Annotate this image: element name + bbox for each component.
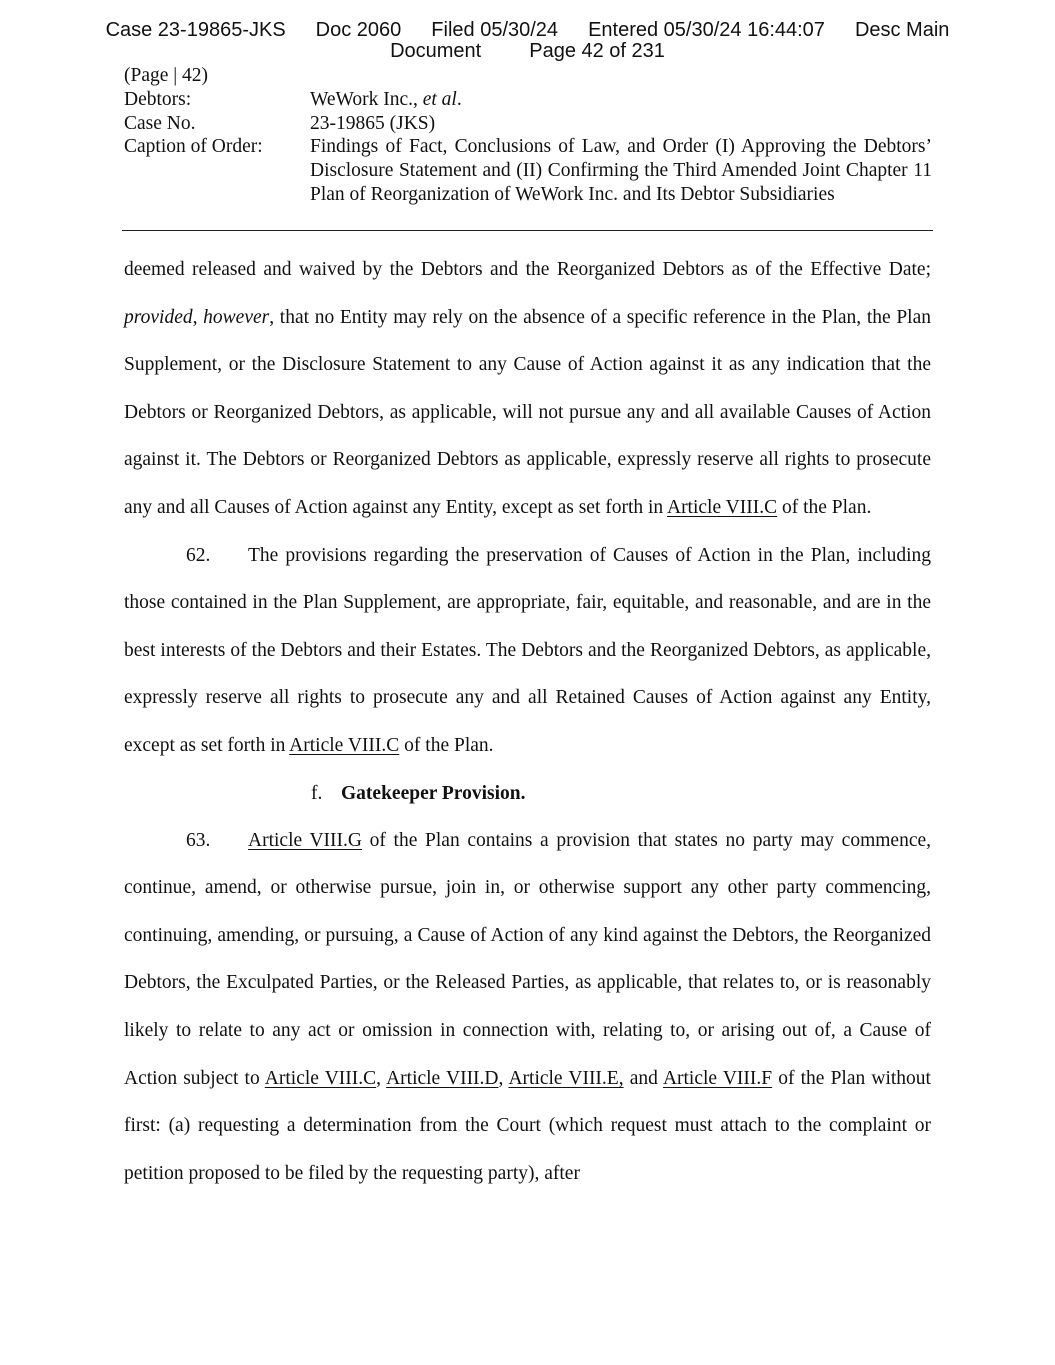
paragraph-number: 63. <box>186 829 211 851</box>
debtors-row <box>124 88 932 112</box>
paragraph-number: 62. <box>186 544 211 566</box>
stamp-document: Document <box>390 40 482 62</box>
stamp-case: Case 23-19865-JKS <box>105 19 286 41</box>
article-reference: Article VIII.C <box>264 1067 377 1089</box>
section-letter: f. <box>311 782 323 804</box>
document-header <box>124 64 932 207</box>
section-heading <box>124 770 931 817</box>
debtors-value: WeWork Inc., et al. <box>310 88 462 110</box>
article-reference: Article VIII.C <box>289 734 400 756</box>
paragraph-continued: deemed released and waived by the Debtors and the Reorganized Debtors as of the Effective Date; provided, however, that no Entity may rely on the absence of a specific reference in the Plan, the Plan Supplement, or the Disclosure Statement to any Cause of Action against it as any indication that the Debtors or Reorganized Debtors, as applicable, will not pursue any and all available Causes of Action against it. The Debtors or Reorganized Debtors as applicable, expressly reserve all rights to prosecute any and all Causes of Action against any Entity, except as set forth in Article VIII.C of the Plan. <box>124 259 932 518</box>
article-reference: Article VIII.E, <box>508 1067 624 1089</box>
italic-however: however <box>203 306 270 328</box>
stamp-line-2 <box>0 41 1055 62</box>
text-run: The provisions regarding the preservation of Causes of Action in the Plan, including those contained in the Plan Supplement, are appropriate, fair, equitable, and reasonable, and are in the best interests of the Debtors and their Estates. The Debtors and the Reorganized Debtors, as applicable, expressly reserve all rights to prosecute any and all Retained Causes of Action against any Entity, except as set forth in <box>124 544 931 756</box>
text-run: of the Plan. <box>399 734 494 756</box>
text-run: of the Plan without first: (a) requesting a determination from the Court (which request must attach to the complaint or petition proposed to be filed by the requesting party), after <box>124 1067 931 1184</box>
stamp-line-1 <box>0 20 1055 41</box>
article-reference: Article VIII.F <box>662 1067 773 1089</box>
text-run: of the Plan contains a provision that states no party may commence, continue, amend, or otherwise pursue, join in, or otherwise support any other party commencing, continuing, amending, or pursuing, a Cause of Action of any kind against the Debtors, the Reorganized Debtors, the Exculpated Parties, or the Released Parties, as applicable, that relates to, or is reasonably likely to relate to any act or omission in connection with, relating to, or arising out of, a Cause of Action subject to <box>124 829 932 1089</box>
caption-row <box>124 135 932 206</box>
text-run: of the Plan. <box>777 496 872 518</box>
case-row <box>124 112 932 136</box>
paragraph-63: 63. Article VIII.G of the Plan contains a provision that states no party may commence, continue, amend, or otherwise pursue, join in, or otherwise support any other party commencing, continuing, amending, or pursuing, a Cause of Action of any kind against the Debtors, the Reorganized Debtors, the Exculpated Parties, or the Released Parties, as applicable, that relates to, or is reasonably likely to relate to any act or omission in connection with, relating to, or arising out of, a Cause of Action subject to Article VIII.C, Article VIII.D, Article VIII.E, and Article VIII.F of the Plan without first: (a) requesting a determination from the Court (which request must attach to the complaint or petition proposed to be filed by the requesting party), after <box>124 817 931 1198</box>
header-divider <box>122 230 933 231</box>
stamp-doc: Doc 2060 <box>315 19 402 41</box>
stamp-entered: Entered 05/30/24 16:44:07 <box>588 19 825 41</box>
section-title: Gatekeeper Provision. <box>341 782 526 804</box>
caption-value: Findings of Fact, Conclusions of Law, and Order (I) Approving the Debtors’ Disclosure Statement and (II) Confirming the Third Amended Joint Chapter 11 Plan of Reorganization of WeWork Inc. and Its Debtor Subsidiaries <box>310 136 932 205</box>
stamp-page: Page 42 of 231 <box>529 40 665 62</box>
page-ref: (Page | 42) <box>124 65 209 86</box>
case-label: Case No. <box>124 112 196 134</box>
article-reference: Article VIII.G <box>248 829 362 851</box>
article-reference: Article VIII.C <box>666 496 778 518</box>
debtors-etal: et al <box>422 88 457 110</box>
italic-provided: provided <box>124 306 193 328</box>
document-body <box>124 246 931 1197</box>
filing-stamp <box>0 20 1055 62</box>
stamp-filed: Filed 05/30/24 <box>431 19 559 41</box>
stamp-desc: Desc Main <box>854 19 950 41</box>
text-run: and <box>623 1067 663 1089</box>
text-run: deemed released and waived by the Debtors and the Reorganized Debtors as of the Effective Date; <box>124 259 931 280</box>
article-reference: Article VIII.D <box>386 1067 499 1089</box>
text-run: , that no Entity may rely on the absence of a specific reference in the Plan, the Plan Supplement, or the Disclosure Statement to any Cause of Action against it as any indication that the Debtors or Reorganized Debtors, as applicable, will not pursue any and all available Causes of Action against it. The Debtors or Reorganized Debtors as applicable, expressly reserve all rights to prosecute any and all Causes of Action against any Entity, except as set forth in <box>124 306 932 518</box>
debtors-name: WeWork Inc., <box>310 88 418 110</box>
caption-label: Caption of Order: <box>124 136 263 158</box>
case-value: 23-19865 (JKS) <box>310 112 436 134</box>
debtors-label: Debtors: <box>124 88 192 110</box>
paragraph-62 <box>124 532 931 770</box>
